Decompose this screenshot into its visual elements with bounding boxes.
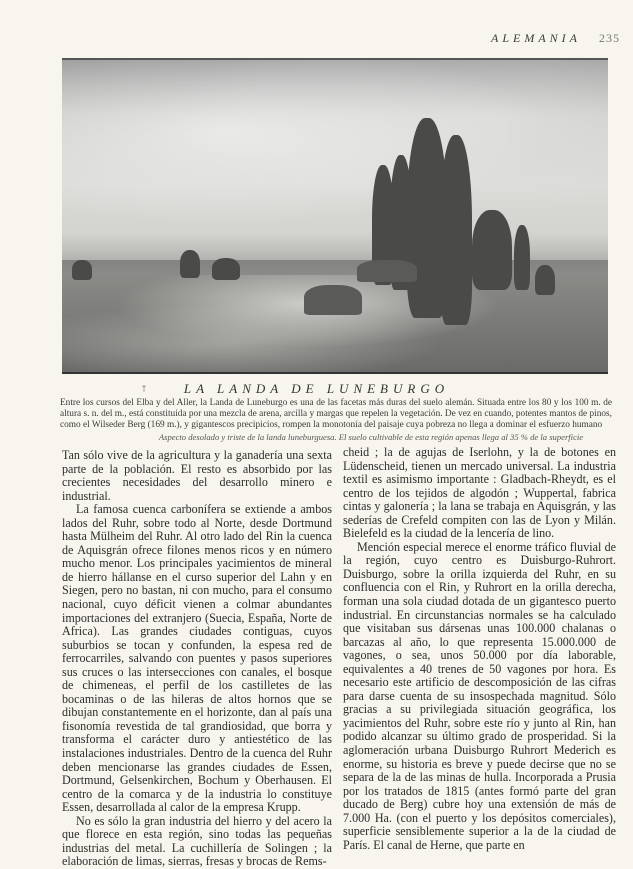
- poplar-tree: [514, 225, 530, 290]
- caption-credit: Aspecto desolado y triste de la landa luneburguesa. El suelo cultivable de esta región apenas llega al 35 % de la superficie: [158, 432, 584, 442]
- paragraph: Tan sólo vive de la agricultura y la ganadería una sexta parte de la población. El resto es absorbido por las crecientes necesidades del desarrollo minero e industrial.: [62, 448, 332, 503]
- paragraph: La famosa cuenca carbonífera se extiende a ambos lados del Ruhr, sobre todo al Norte, desde Dortmund hasta Mülheim del Ruhr. Al otro lado del Rin la cuenca de Aquisgrán ofrece filones menos ricos y en número mucho menor. Los principales yacimientos de mineral de hierro hállanse en el curso superior del Lahn y en Siegen, pero no bastan, ni con mucho, para el consumo nacional, cuyo déficit vienen a colmar abundantes importaciones del extranjero (Suecia, España, Norte de Africa). Las grandes ciudades contiguas, cuyos suburbios se tocan y confunden, la espesa red de ferrocarriles, salvando con puentes y pasos superiores sus cruces o las intersecciones con canales, el bosque de chimeneas, el perfil de los castilletes de las bocaminas o de las hileras de altos hornos que se dibujan constantemente en el horizonte, dan al país una fisonomía revestida de tal grandiosidad, que borra y transforma el carácter duro y antiestético de las instalaciones industriales. Dentro de la cuenca del Ruhr deben mencionarse las grandes ciudades de Essen, Dortmund, Gelsenkirchen, Bochum y Oberhausen. El centro de la comarca y de la industria lo constituye Essen, desarrollada al calor de la empresa Krupp.: [62, 502, 332, 815]
- caption-body: Entre los cursos del Elba y del Aller, la Landa de Luneburgo es una de las facetas más duras del suelo alemán. Situada entre los 80 y los 100 m. de altura s. n. del m., está constituida por una mezcla de arena, arcilla y margas que repelen la vegetación. De vez en cuando, potentes mantos de pinos, como el Wilseder Berg (169 m.), y gigantescos precipicios, rompen la monotonía del paisaje cuya pobreza no llega a dominar el esfuerzo humano: [60, 398, 612, 430]
- landscape-photograph: [62, 58, 608, 374]
- paragraph: Mención especial merece el enorme tráfico fluvial de la región, cuyo centro es Duisburgo-Ruhrort. Duisburgo, sobre la orilla izquierda del Ruhr, en su confluencia con el Rin, y Ruhrort en la orilla derecha, forman una sola ciudad dotada de un gigantesco puerto industrial. En circunstancias normales se ha calculado que visitaban sus dársenas unas 100.000 chalanas o barcazas al año, lo que representa 15.000.000 de vagones, o sea, unos 50.000 por día laborable, equivalentes a 40 trenes de 50 vagones por hora. Es necesario este artificio de descomposición de las cifras para darse cuenta de su insospechada magnitud. Sólo gracias a su privilegiada situación geográfica, los yacimientos del Ruhr, sobre este río y junto al Rin, han podido alcanzar su último grado de prosperidad. Si la aglomeración urbana Duisburgo Ruhrort Mederich es enorme, su historia es breve y puede decirse que no se separa de la de las minas de hulla. Incorporada a Prusia por los tratados de 1815 (antes formó parte del gran ducado de Berg) cubre hoy una extensión de más de 7.000 Ha. (con el puerto y los depósitos comerciales), superficie sensiblemente superior a la de la ciudad de París. El canal de Herne, que parte en: [343, 539, 616, 852]
- shrub: [72, 260, 92, 280]
- small-tree: [535, 265, 555, 295]
- running-head-title: ALEMANIA: [491, 30, 581, 45]
- photo-sky: [62, 60, 608, 240]
- caption-title: LA LANDA DE LUNEBURGO: [183, 381, 450, 396]
- running-head: [430, 30, 620, 46]
- poplar-tree: [472, 210, 512, 290]
- boulder: [357, 260, 417, 282]
- poplar-tree: [440, 135, 472, 325]
- page-number: 235: [599, 30, 620, 45]
- caption-marker: †: [142, 384, 146, 393]
- text-column-right: [343, 446, 616, 852]
- paragraph: cheid ; la de agujas de Iserlohn, y la de botones en Lüdenscheid, tienen un mercado universal. La industria textil es asimismo importante : Gladbach-Rheydt, es el centro de los tejidos de algodón ; Wuppertal, fabrica cintas y galonería ; la lana se trabaja en Aquisgrán, y las sederías de Crefeld compiten con las de Lyon y Milán. Bielefeld es la ciudad de la lencería de lino.: [343, 445, 616, 541]
- paragraph: No es sólo la gran industria del hierro y del acero la que florece en esta región, sino todas las pequeñas industrias del metal. La cuchillería de Solingen ; la elaboración de limas, sierras, fresas y brocas de Rems-: [62, 813, 332, 869]
- shrub: [212, 258, 240, 280]
- text-column-left: [62, 449, 332, 869]
- boulder: [304, 285, 362, 315]
- shrub: [180, 250, 200, 278]
